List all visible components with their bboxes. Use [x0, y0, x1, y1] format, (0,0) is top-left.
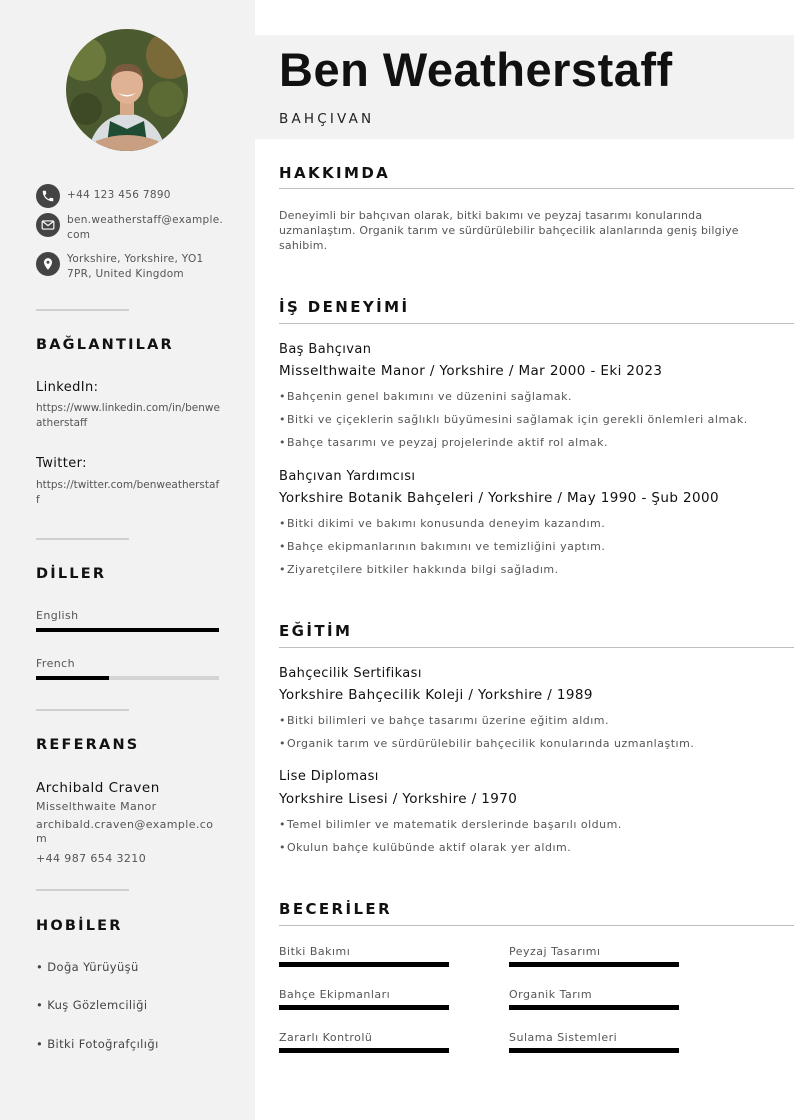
skill-level-bar	[509, 962, 679, 967]
education-bullet: •Bitki bilimleri ve bahçe tasarımı üzerine eğitim aldım.	[279, 714, 610, 727]
language-level-fill	[36, 676, 109, 680]
section-divider	[279, 323, 794, 324]
sidebar-divider	[36, 538, 129, 540]
connections-heading: BAĞLANTILAR	[36, 337, 174, 353]
profile-photo	[66, 29, 188, 151]
language-name: English	[36, 609, 79, 622]
bullet-text: Ziyaretçilere bitkiler hakkında bilgi sağladım.	[287, 563, 559, 576]
hobby-item: • Bitki Fotoğrafçılığı	[36, 1037, 159, 1051]
job-bullet: •Bahçenin genel bakımını ve düzenini sağlamak.	[279, 390, 572, 403]
contact-email	[36, 213, 226, 243]
education-heading: EĞİTİM	[279, 622, 353, 640]
skill-level-bar	[509, 1005, 679, 1010]
address-text: Yorkshire, Yorkshire, YO1 7PR, United Kingdom	[67, 253, 204, 280]
skill-level-fill	[509, 1005, 679, 1010]
education-degree: Bahçecilik Sertifikası	[279, 666, 422, 681]
phone-icon	[36, 184, 60, 208]
skill-level-fill	[279, 962, 449, 967]
bullet-text: Okulun bahçe kulübünde aktif olarak yer aldım.	[287, 841, 572, 854]
bullet-text: Bitki bilimleri ve bahçe tasarımı üzerine eğitim aldım.	[287, 714, 610, 727]
section-divider	[279, 925, 794, 926]
section-divider	[279, 647, 794, 648]
main-content	[255, 0, 794, 1120]
location-pin-icon	[36, 252, 60, 276]
job-role: Baş Bahçıvan	[279, 342, 372, 357]
about-heading: HAKKIMDA	[279, 164, 391, 182]
reference-heading: REFERANS	[36, 737, 140, 753]
hobby-label: Kuş Gözlemciliği	[47, 998, 148, 1012]
skill-name: Peyzaj Tasarımı	[509, 945, 601, 958]
skill-level-bar	[509, 1048, 679, 1053]
sidebar-divider	[36, 709, 129, 711]
education-bullet: •Temel bilimler ve matematik derslerinde başarılı oldum.	[279, 818, 622, 831]
skill-name: Sulama Sistemleri	[509, 1031, 618, 1044]
skill-name: Zararlı Kontrolü	[279, 1031, 373, 1044]
job-role: Bahçıvan Yardımcısı	[279, 469, 416, 484]
language-level-bar	[36, 628, 219, 632]
hobbies-heading: HOBİLER	[36, 918, 123, 934]
experience-heading: İŞ DENEYİMİ	[279, 298, 410, 316]
education-meta: Yorkshire Bahçecilik Koleji / Yorkshire / 1989	[279, 687, 593, 703]
bullet-text: Bitki dikimi ve bakımı konusunda deneyim kazandım.	[287, 517, 606, 530]
bullet-text: Bahçenin genel bakımını ve düzenini sağlamak.	[287, 390, 572, 403]
job-meta: Misselthwaite Manor / Yorkshire / Mar 2000 - Eki 2023	[279, 363, 663, 379]
person-title: BAHÇIVAN	[279, 111, 375, 127]
job-bullet: •Ziyaretçilere bitkiler hakkında bilgi sağladım.	[279, 563, 559, 576]
job-bullet: •Bahçe tasarımı ve peyzaj projelerinde aktif rol almak.	[279, 436, 609, 449]
email-text[interactable]: ben.weatherstaff@example.com	[67, 214, 224, 241]
language-level-fill	[36, 628, 219, 632]
bullet-text: Bahçe tasarımı ve peyzaj projelerinde aktif rol almak.	[287, 436, 609, 449]
bullet-text: Organik tarım ve sürdürülebilir bahçecilik konularında uzmanlaştım.	[287, 737, 695, 750]
education-meta: Yorkshire Lisesi / Yorkshire / 1970	[279, 791, 518, 807]
bullet-text: Bitki ve çiçeklerin sağlıklı büyümesini sağlamak için gerekli önlemleri almak.	[287, 413, 748, 426]
skill-level-bar	[279, 1005, 449, 1010]
contact-address	[36, 252, 226, 282]
linkedin-label: LinkedIn:	[36, 380, 99, 395]
hobby-item: • Kuş Gözlemciliği	[36, 998, 148, 1012]
skill-level-fill	[279, 1005, 449, 1010]
skill-name: Bahçe Ekipmanları	[279, 988, 391, 1001]
section-divider	[279, 188, 794, 189]
reference-company: Misselthwaite Manor	[36, 800, 157, 813]
person-name: Ben Weatherstaff	[279, 43, 673, 96]
twitter-label: Twitter:	[36, 456, 87, 471]
bullet-text: Temel bilimler ve matematik derslerinde başarılı oldum.	[287, 818, 622, 831]
profile-photo-illustration	[66, 29, 188, 151]
sidebar-divider	[36, 889, 129, 891]
phone-text[interactable]: +44 123 456 7890	[67, 189, 171, 201]
sidebar-divider	[36, 309, 129, 311]
job-bullet: •Bitki ve çiçeklerin sağlıklı büyümesini sağlamak için gerekli önlemleri almak.	[279, 413, 748, 426]
hobby-label: Bitki Fotoğrafçılığı	[47, 1037, 159, 1051]
hobby-label: Doğa Yürüyüşü	[47, 960, 139, 974]
reference-phone[interactable]: +44 987 654 3210	[36, 852, 147, 865]
linkedin-link[interactable]: https://www.linkedin.com/in/benweatherstaff	[36, 402, 220, 429]
about-text: Deneyimli bir bahçıvan olarak, bitki bakımı ve peyzaj tasarımı konularında uzmanlaştım. Organik tarım ve sürdürülebilir bahçecilik alanlarında geniş bilgiye sahibim.	[279, 209, 739, 252]
job-meta: Yorkshire Botanik Bahçeleri / Yorkshire / May 1990 - Şub 2000	[279, 490, 719, 506]
skills-heading: BECERİLER	[279, 900, 393, 918]
skill-level-fill	[509, 962, 679, 967]
reference-name: Archibald Craven	[36, 780, 160, 796]
education-degree: Lise Diploması	[279, 769, 379, 784]
skill-level-bar	[279, 962, 449, 967]
skill-level-fill	[509, 1048, 679, 1053]
hobby-item: • Doğa Yürüyüşü	[36, 960, 139, 974]
bullet-text: Bahçe ekipmanlarının bakımını ve temizliğini yaptım.	[287, 540, 606, 553]
skill-name: Bitki Bakımı	[279, 945, 351, 958]
sidebar	[0, 0, 255, 1120]
education-bullet: •Organik tarım ve sürdürülebilir bahçecilik konularında uzmanlaştım.	[279, 737, 695, 750]
education-bullet: •Okulun bahçe kulübünde aktif olarak yer aldım.	[279, 841, 572, 854]
envelope-icon	[36, 213, 60, 237]
twitter-link[interactable]: https://twitter.com/benweatherstaff	[36, 479, 220, 506]
language-level-bar	[36, 676, 219, 680]
contact-phone	[36, 184, 226, 208]
skill-name: Organik Tarım	[509, 988, 593, 1001]
skill-level-bar	[279, 1048, 449, 1053]
reference-email[interactable]: archibald.craven@example.com	[36, 818, 214, 845]
skill-level-fill	[279, 1048, 449, 1053]
language-name: French	[36, 657, 75, 670]
languages-heading: DİLLER	[36, 566, 107, 582]
job-bullet: •Bahçe ekipmanlarının bakımını ve temizliğini yaptım.	[279, 540, 606, 553]
job-bullet: •Bitki dikimi ve bakımı konusunda deneyim kazandım.	[279, 517, 606, 530]
